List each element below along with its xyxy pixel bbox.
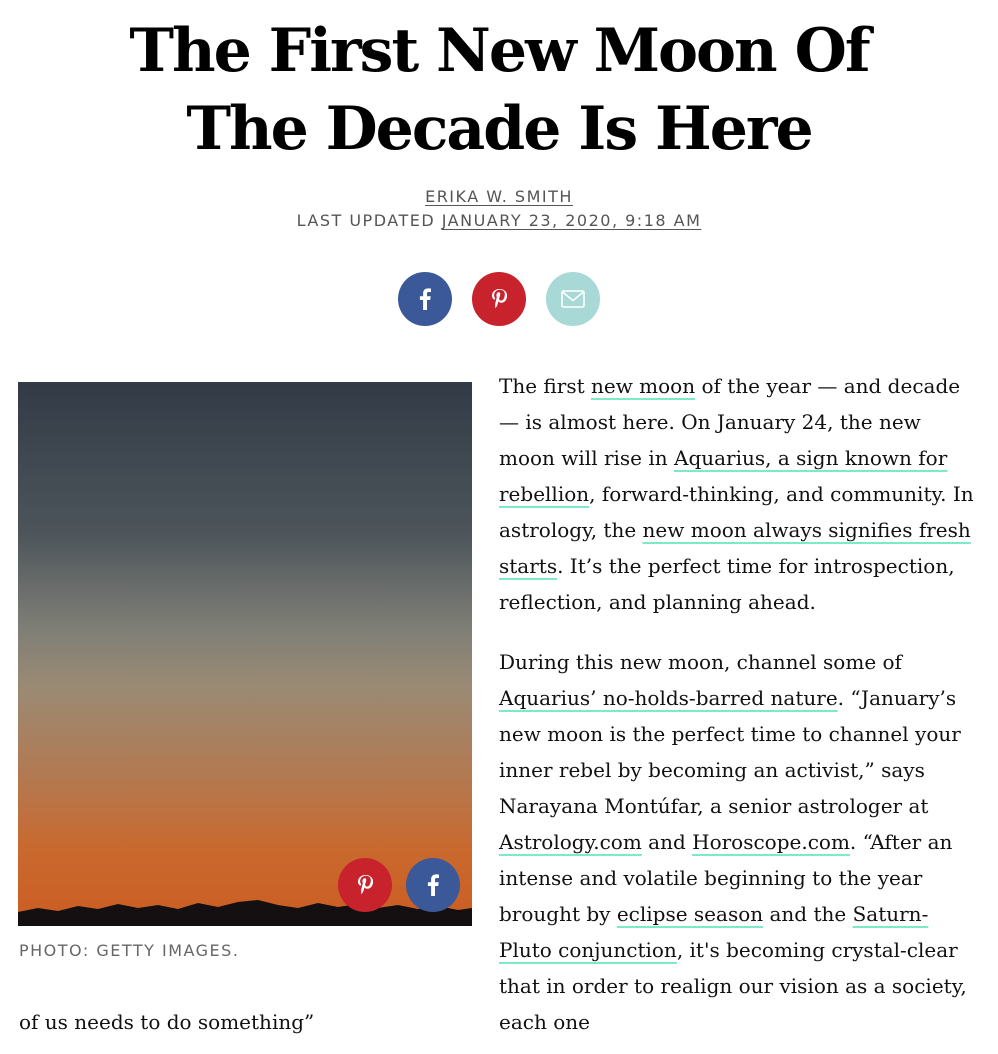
p2-text: . “January’s new moon is the perfect time to channel your inner rebel by becoming an activist,” says Narayana Montúfar, a senior astrologer at [499,686,961,818]
link-astrology-com[interactable]: Astrology.com [499,830,642,854]
pinterest-icon [491,288,507,310]
p2-text: and the [763,902,853,926]
share-pinterest-button[interactable] [472,272,526,326]
author-link[interactable]: ERIKA W. SMITH [425,187,573,206]
link-saturn-pluto[interactable]: Saturn-Pluto conjunction [499,902,929,962]
mountain-silhouette [18,890,472,926]
p2-text: and [641,830,693,854]
link-aquarius-nature[interactable]: Aquarius’ no-holds-barred nature [499,686,838,710]
link-horoscope-com[interactable]: Horoscope.com [692,830,850,854]
article-title: The First New Moon Of The Decade Is Here [129,16,869,164]
link-new-moon[interactable]: new moon [590,374,696,398]
p2-text: , it's becoming crystal-clear that in order to realign our vision as a society, each one [499,938,967,1034]
link-aquarius-rebellion[interactable]: Aquarius, a sign known for rebellion [499,446,948,506]
paragraph-2 [499,644,981,1040]
paragraph-2-tail: of us needs to do something” [19,1010,315,1034]
facebook-icon [419,288,431,310]
photo-facebook-button[interactable] [406,858,460,912]
photo-caption: PHOTO: GETTY IMAGES. [19,941,240,960]
link-eclipse-season[interactable]: eclipse season [616,902,764,926]
share-email-button[interactable] [546,272,600,326]
share-facebook-button[interactable] [398,272,452,326]
crescent-moon [218,459,268,499]
facebook-icon [427,874,439,896]
p2-text: . “After an intense and volatile beginning to the year brought by [499,830,953,926]
p2-text: During this new moon, channel some of [499,650,902,674]
p1-text: , forward-thinking, and community. In astrology, the [499,482,974,542]
link-fresh-starts[interactable]: new moon always signifies fresh starts [499,518,971,578]
byline-updated [0,211,998,230]
pinterest-icon [357,874,373,896]
article-photo [18,382,472,926]
email-icon [561,290,585,308]
updated-date-link[interactable]: JANUARY 23, 2020, 9:18 AM [441,211,702,230]
p1-text: . It’s the perfect time for introspection, reflection, and planning ahead. [499,554,955,614]
paragraph-1 [499,368,981,620]
photo-pin-button[interactable] [338,858,392,912]
p1-text: of the year — and decade — is almost here. On January 24, the new moon will rise in [499,374,961,470]
updated-label: LAST UPDATED [296,211,436,230]
p1-text: The first [499,374,591,398]
byline-author [0,187,998,206]
